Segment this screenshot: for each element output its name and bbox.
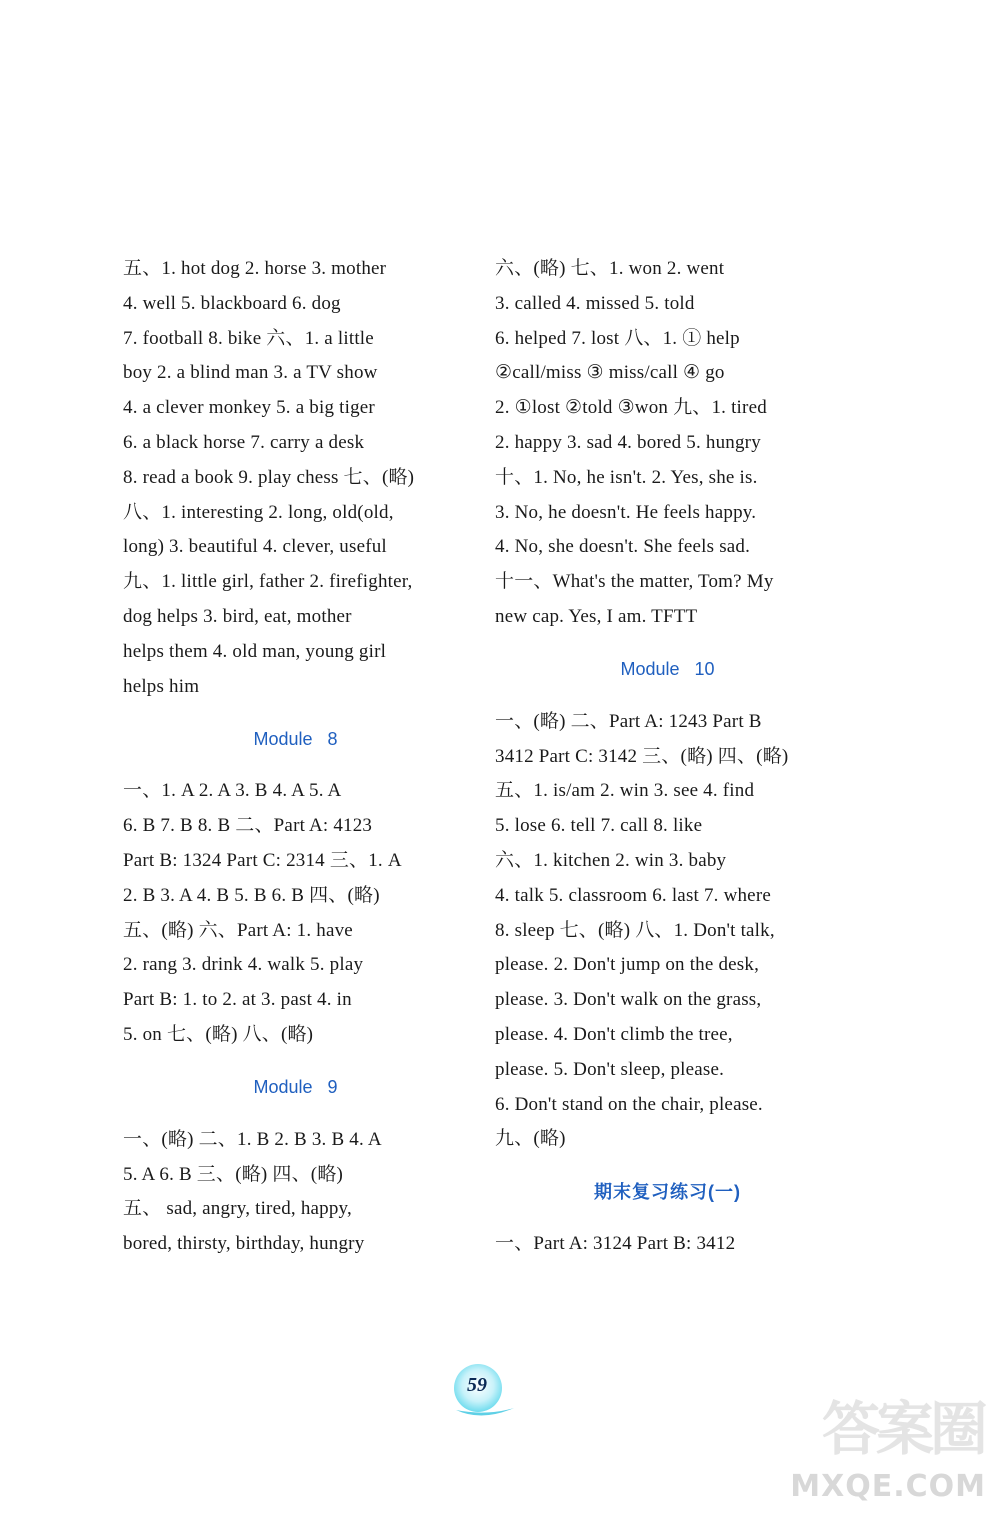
module-10-heading: Module 10: [620, 659, 715, 680]
answer-line: boy 2. a blind man 3. a TV show: [123, 362, 378, 384]
answer-line: 六、(略) 七、1. won 2. went: [495, 258, 725, 279]
final-review-heading: 期末复习练习(一): [594, 1181, 741, 1202]
answer-line: 八、1. interesting 2. long, old(old,: [123, 501, 394, 523]
answer-line: 2. rang 3. drink 4. walk 5. play: [123, 954, 364, 976]
answer-line: 8. sleep 七、(略) 八、1. Don't talk,: [495, 919, 775, 941]
right-block-module9-answers: [495, 252, 840, 635]
answer-line: 五、1. hot dog 2. horse 3. mother: [123, 258, 387, 279]
answer-line: 4. well 5. blackboard 6. dog: [123, 292, 341, 314]
answer-line: 5. on 七、(略) 八、(略): [123, 1023, 314, 1045]
answer-line: 5. A 6. B 三、(略) 四、(略): [123, 1163, 344, 1185]
answer-line: 5. lose 6. tell 7. call 8. like: [495, 815, 703, 837]
right-block-module10-answers: [495, 705, 840, 1157]
answer-line: helps him: [123, 675, 200, 697]
answer-line: 2. B 3. A 4. B 5. B 6. B 四、(略): [123, 884, 380, 906]
answer-line: 五、(略) 六、Part A: 1. have: [123, 919, 353, 941]
module-9-heading: Module 9: [253, 1077, 338, 1098]
answer-line: 8. read a book 9. play chess 七、(略): [123, 466, 415, 488]
answer-line: 3. No, he doesn't. He feels happy.: [495, 501, 757, 523]
answer-line: new cap. Yes, I am. TFTT: [495, 605, 698, 627]
answer-line: 4. No, she doesn't. She feels sad.: [495, 536, 751, 558]
watermark-url: MXQE.COM: [790, 1469, 986, 1504]
answer-line: Part B: 1. to 2. at 3. past 4. in: [123, 989, 352, 1011]
answer-line: ②call/miss ③ miss/call ④ go: [495, 362, 725, 384]
answer-line: 6. a black horse 7. carry a desk: [123, 431, 365, 453]
answer-line: 一、Part A: 3124 Part B: 3412: [495, 1233, 736, 1255]
left-block-module8-answers: [123, 774, 468, 1052]
answer-line: 3412 Part C: 3142 三、(略) 四、(略): [495, 745, 789, 767]
answer-line: please. 4. Don't climb the tree,: [495, 1023, 733, 1045]
answer-line: 九、1. little girl, father 2. firefighter,: [123, 571, 413, 593]
left-block-module9-answers: [123, 1123, 468, 1262]
answer-line: long) 3. beautiful 4. clever, useful: [123, 536, 387, 558]
answer-line: Part B: 1324 Part C: 2314 三、1. A: [123, 849, 402, 871]
answer-line: please. 3. Don't walk on the grass,: [495, 989, 762, 1011]
answer-line: 一、(略) 二、Part A: 1243 Part B: [495, 710, 762, 732]
page-number: 59: [467, 1374, 487, 1396]
answer-line: helps them 4. old man, young girl: [123, 640, 387, 662]
module-8-heading: Module 8: [253, 728, 338, 749]
answer-line: dog helps 3. bird, eat, mother: [123, 605, 352, 627]
left-block-module7-answers: [123, 252, 468, 704]
answer-line: 六、1. kitchen 2. win 3. baby: [495, 849, 727, 871]
answer-line: 一、1. A 2. A 3. B 4. A 5. A: [123, 780, 342, 802]
answer-line: 6. helped 7. lost 八、1. ① help: [495, 327, 740, 349]
answer-line: 7. football 8. bike 六、1. a little: [123, 327, 374, 349]
answer-line: 五、1. is/am 2. win 3. see 4. find: [495, 780, 755, 802]
answer-line: 4. a clever monkey 5. a big tiger: [123, 397, 375, 419]
answer-line: 五、 sad, angry, tired, happy,: [123, 1198, 352, 1220]
answer-line: please. 5. Don't sleep, please.: [495, 1058, 725, 1080]
answer-line: 4. talk 5. classroom 6. last 7. where: [495, 884, 771, 906]
right-column: [495, 252, 840, 1262]
answer-line: 九、(略): [495, 1128, 566, 1150]
answer-line: 6. Don't stand on the chair, please.: [495, 1093, 763, 1115]
answer-line: 2. ①lost ②told ③won 九、1. tired: [495, 397, 767, 419]
answer-line: 6. B 7. B 8. B 二、Part A: 4123: [123, 815, 373, 837]
answer-line: bored, thirsty, birthday, hungry: [123, 1233, 365, 1255]
answer-line: 2. happy 3. sad 4. bored 5. hungry: [495, 431, 761, 453]
answer-line: 3. called 4. missed 5. told: [495, 292, 695, 314]
answer-line: 十、1. No, he isn't. 2. Yes, she is.: [495, 466, 758, 488]
watermark-logo: 答案圈: [821, 1395, 984, 1463]
left-column: [123, 252, 468, 1262]
answer-line: please. 2. Don't jump on the desk,: [495, 954, 760, 976]
answer-line: 一、(略) 二、1. B 2. B 3. B 4. A: [123, 1128, 382, 1150]
answer-line: 十一、What's the matter, Tom? My: [495, 571, 774, 593]
right-block-review-answers: [495, 1227, 840, 1262]
